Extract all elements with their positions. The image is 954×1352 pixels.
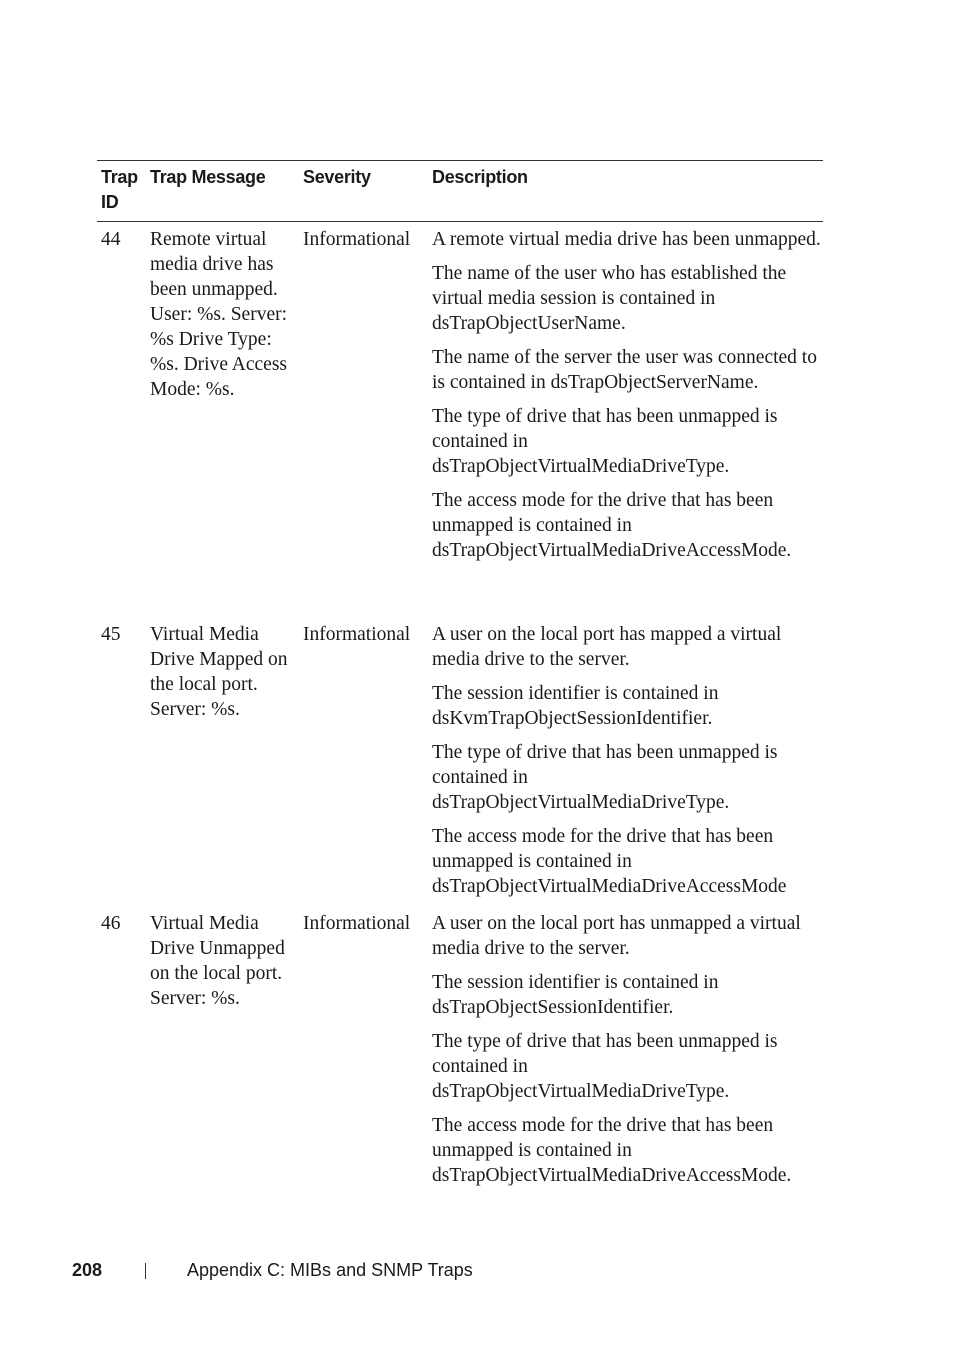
header-severity: Severity [303, 167, 371, 187]
header-description: Description [432, 167, 528, 187]
severity: Informational [303, 913, 411, 934]
trap-id: 46 [101, 913, 121, 934]
description [432, 227, 827, 572]
trap-id: 45 [101, 624, 121, 645]
description-paragraph: The session identifier is contained in dsKvmTrapObjectSessionIdentifier. [432, 683, 719, 729]
trap-message: Remote virtual media drive has been unmapped. User: %s. Server: %s Drive Type: %s. Drive Access Mode: %s. [150, 229, 288, 400]
footer-title: Appendix C: MIBs and SNMP Traps [187, 1260, 473, 1280]
description-paragraph: The name of the server the user was connected to is contained in dsTrapObjectServerName. [432, 347, 817, 393]
description-paragraph: A user on the local port has mapped a virtual media drive to the server. [432, 624, 782, 670]
description-paragraph: The type of drive that has been unmapped is contained in dsTrapObjectVirtualMediaDriveType. [432, 406, 778, 477]
description-paragraph: A remote virtual media drive has been unmapped. [432, 229, 821, 250]
page-number: 208 [72, 1260, 103, 1280]
description-paragraph: The access mode for the drive that has been unmapped is contained in dsTrapObjectVirtualMediaDriveAccessMode. [432, 1115, 792, 1186]
table-header [97, 161, 823, 222]
footer-divider [145, 1263, 146, 1279]
severity: Informational [303, 624, 411, 645]
severity: Informational [303, 229, 411, 250]
header-trap-id: Trap ID [101, 167, 138, 212]
trap-message: Virtual Media Drive Mapped on the local port. Server: %s. [150, 624, 288, 720]
table-row [97, 227, 823, 622]
page-footer [0, 1256, 954, 1284]
description-paragraph: The access mode for the drive that has been unmapped is contained in dsTrapObjectVirtualMediaDriveAccessMode. [432, 490, 792, 561]
header-trap-message: Trap Message [150, 167, 266, 187]
table-row [97, 622, 823, 911]
description-paragraph: The name of the user who has established the virtual media session is contained in dsTrapObjectUserName. [432, 263, 787, 334]
description-paragraph: The type of drive that has been unmapped is contained in dsTrapObjectVirtualMediaDriveType. [432, 742, 778, 813]
trap-id: 44 [101, 229, 121, 250]
table-row [97, 911, 823, 1191]
trap-message: Virtual Media Drive Unmapped on the local port. Server: %s. [150, 913, 285, 1009]
description [432, 622, 827, 908]
description-paragraph: The session identifier is contained in dsTrapObjectSessionIdentifier. [432, 972, 719, 1018]
description-paragraph: The type of drive that has been unmapped is contained in dsTrapObjectVirtualMediaDriveType. [432, 1031, 778, 1102]
description [432, 911, 827, 1197]
description-paragraph: A user on the local port has unmapped a virtual media drive to the server. [432, 913, 801, 959]
trap-table [97, 160, 823, 1191]
description-paragraph: The access mode for the drive that has been unmapped is contained in dsTrapObjectVirtualMediaDriveAccessMode [432, 826, 787, 897]
